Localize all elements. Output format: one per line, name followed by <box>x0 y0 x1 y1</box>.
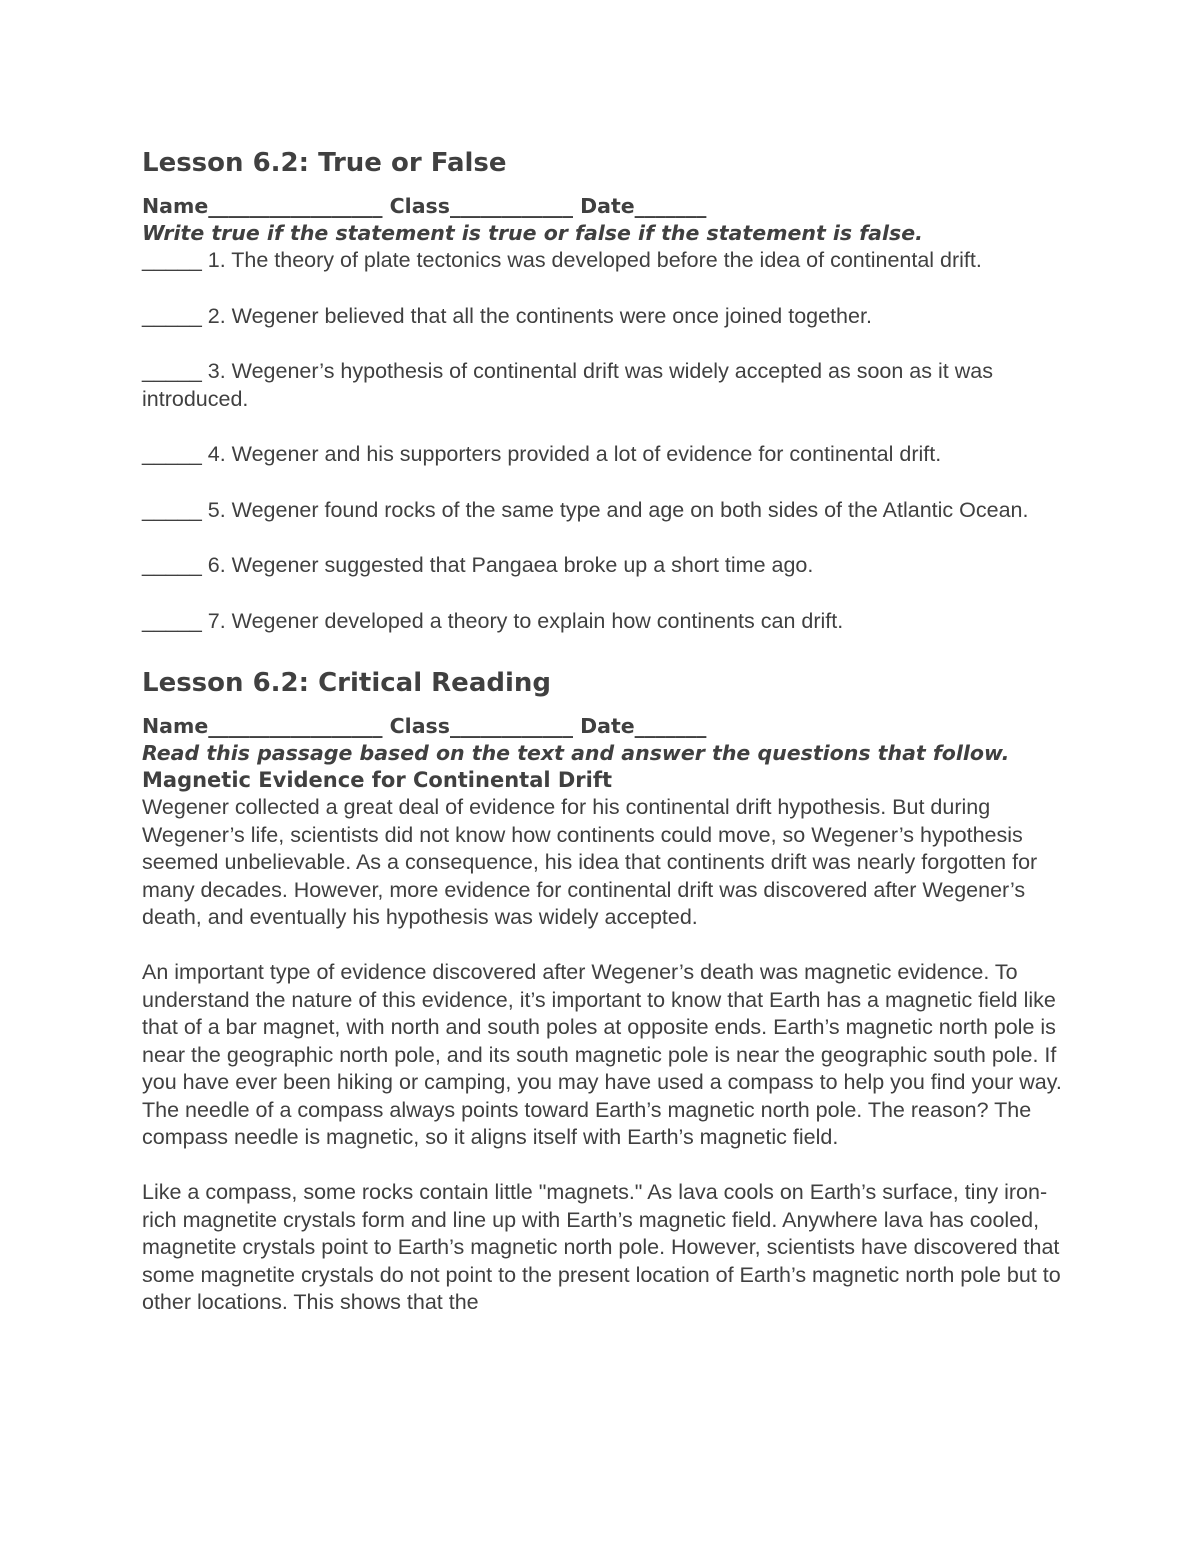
name-class-date-line: Name_________________ Class____________ Date_______ <box>142 714 707 738</box>
statement-item: _____ 6. Wegener suggested that Pangaea broke up a short time ago. <box>142 553 814 577</box>
section-title: Lesson 6.2: True or False <box>142 148 507 178</box>
name-class-date-line: Name_________________ Class____________ Date_______ <box>142 194 707 218</box>
passage-title: Magnetic Evidence for Continental Drift <box>142 768 613 792</box>
statement-item: _____ 3. Wegener’s hypothesis of continental drift was widely accepted as soon as it was introduced. <box>142 359 993 411</box>
statement-item: _____ 2. Wegener believed that all the continents were once joined together. <box>142 303 872 328</box>
statement-item: _____ 5. Wegener found rocks of the same type and age on both sides of the Atlantic Ocean. <box>142 497 1029 522</box>
passage-paragraph: An important type of evidence discovered after Wegener’s death was magnetic evidence. To understand the nature of this evidence, it’s important to know that Earth has a magnetic field like that of a bar magnet, with north and south poles at opposite ends. Earth’s magnetic north pole is near the geographic north pole, and its south magnetic pole is near the geographic south pole. If you have ever been hiking or camping, you may have used a compass to help you find your way. The needle of a compass always points toward Earth’s magnetic north pole. The reason? The compass needle is magnetic, so it aligns itself with Earth’s magnetic field. <box>142 960 1062 1149</box>
passage-paragraph: Wegener collected a great deal of evidence for his continental drift hypothesis. But during Wegener’s life, scientists did not know how continents could move, so Wegener’s hypothesis seemed unbelievable. As a consequence, his idea that continents drift was nearly forgotten for many decades. However, more evidence for continental drift was discovered after Wegener’s death, and eventually his hypothesis was widely accepted. <box>142 795 1038 929</box>
passage-body <box>142 794 1072 1317</box>
statement-list <box>142 247 1072 635</box>
statement-item: _____ 4. Wegener and his supporters provided a lot of evidence for continental drift. <box>142 442 942 466</box>
critical-reading-section <box>142 666 1072 1317</box>
section-title: Lesson 6.2: Critical Reading <box>142 668 552 698</box>
true-false-section <box>142 146 1072 635</box>
instructions: Read this passage based on the text and answer the questions that follow. <box>142 741 1010 765</box>
passage-paragraph: Like a compass, some rocks contain little "magnets." As lava cools on Earth’s surface, tiny iron-rich magnetite crystals form and line up with Earth’s magnetic field. Anywhere lava has cooled, magnetite crystals point to Earth’s magnetic north pole. However, scientists have discovered that some magnetite crystals do not point to the present location of Earth’s magnetic north pole but to other locations. This shows that the <box>142 1180 1061 1314</box>
statement-item: _____ 1. The theory of plate tectonics was developed before the idea of continental drift. <box>142 248 982 272</box>
instructions: Write true if the statement is true or false if the statement is false. <box>142 221 923 245</box>
statement-item: _____ 7. Wegener developed a theory to explain how continents can drift. <box>142 608 844 633</box>
worksheet-page <box>142 146 1072 1344</box>
